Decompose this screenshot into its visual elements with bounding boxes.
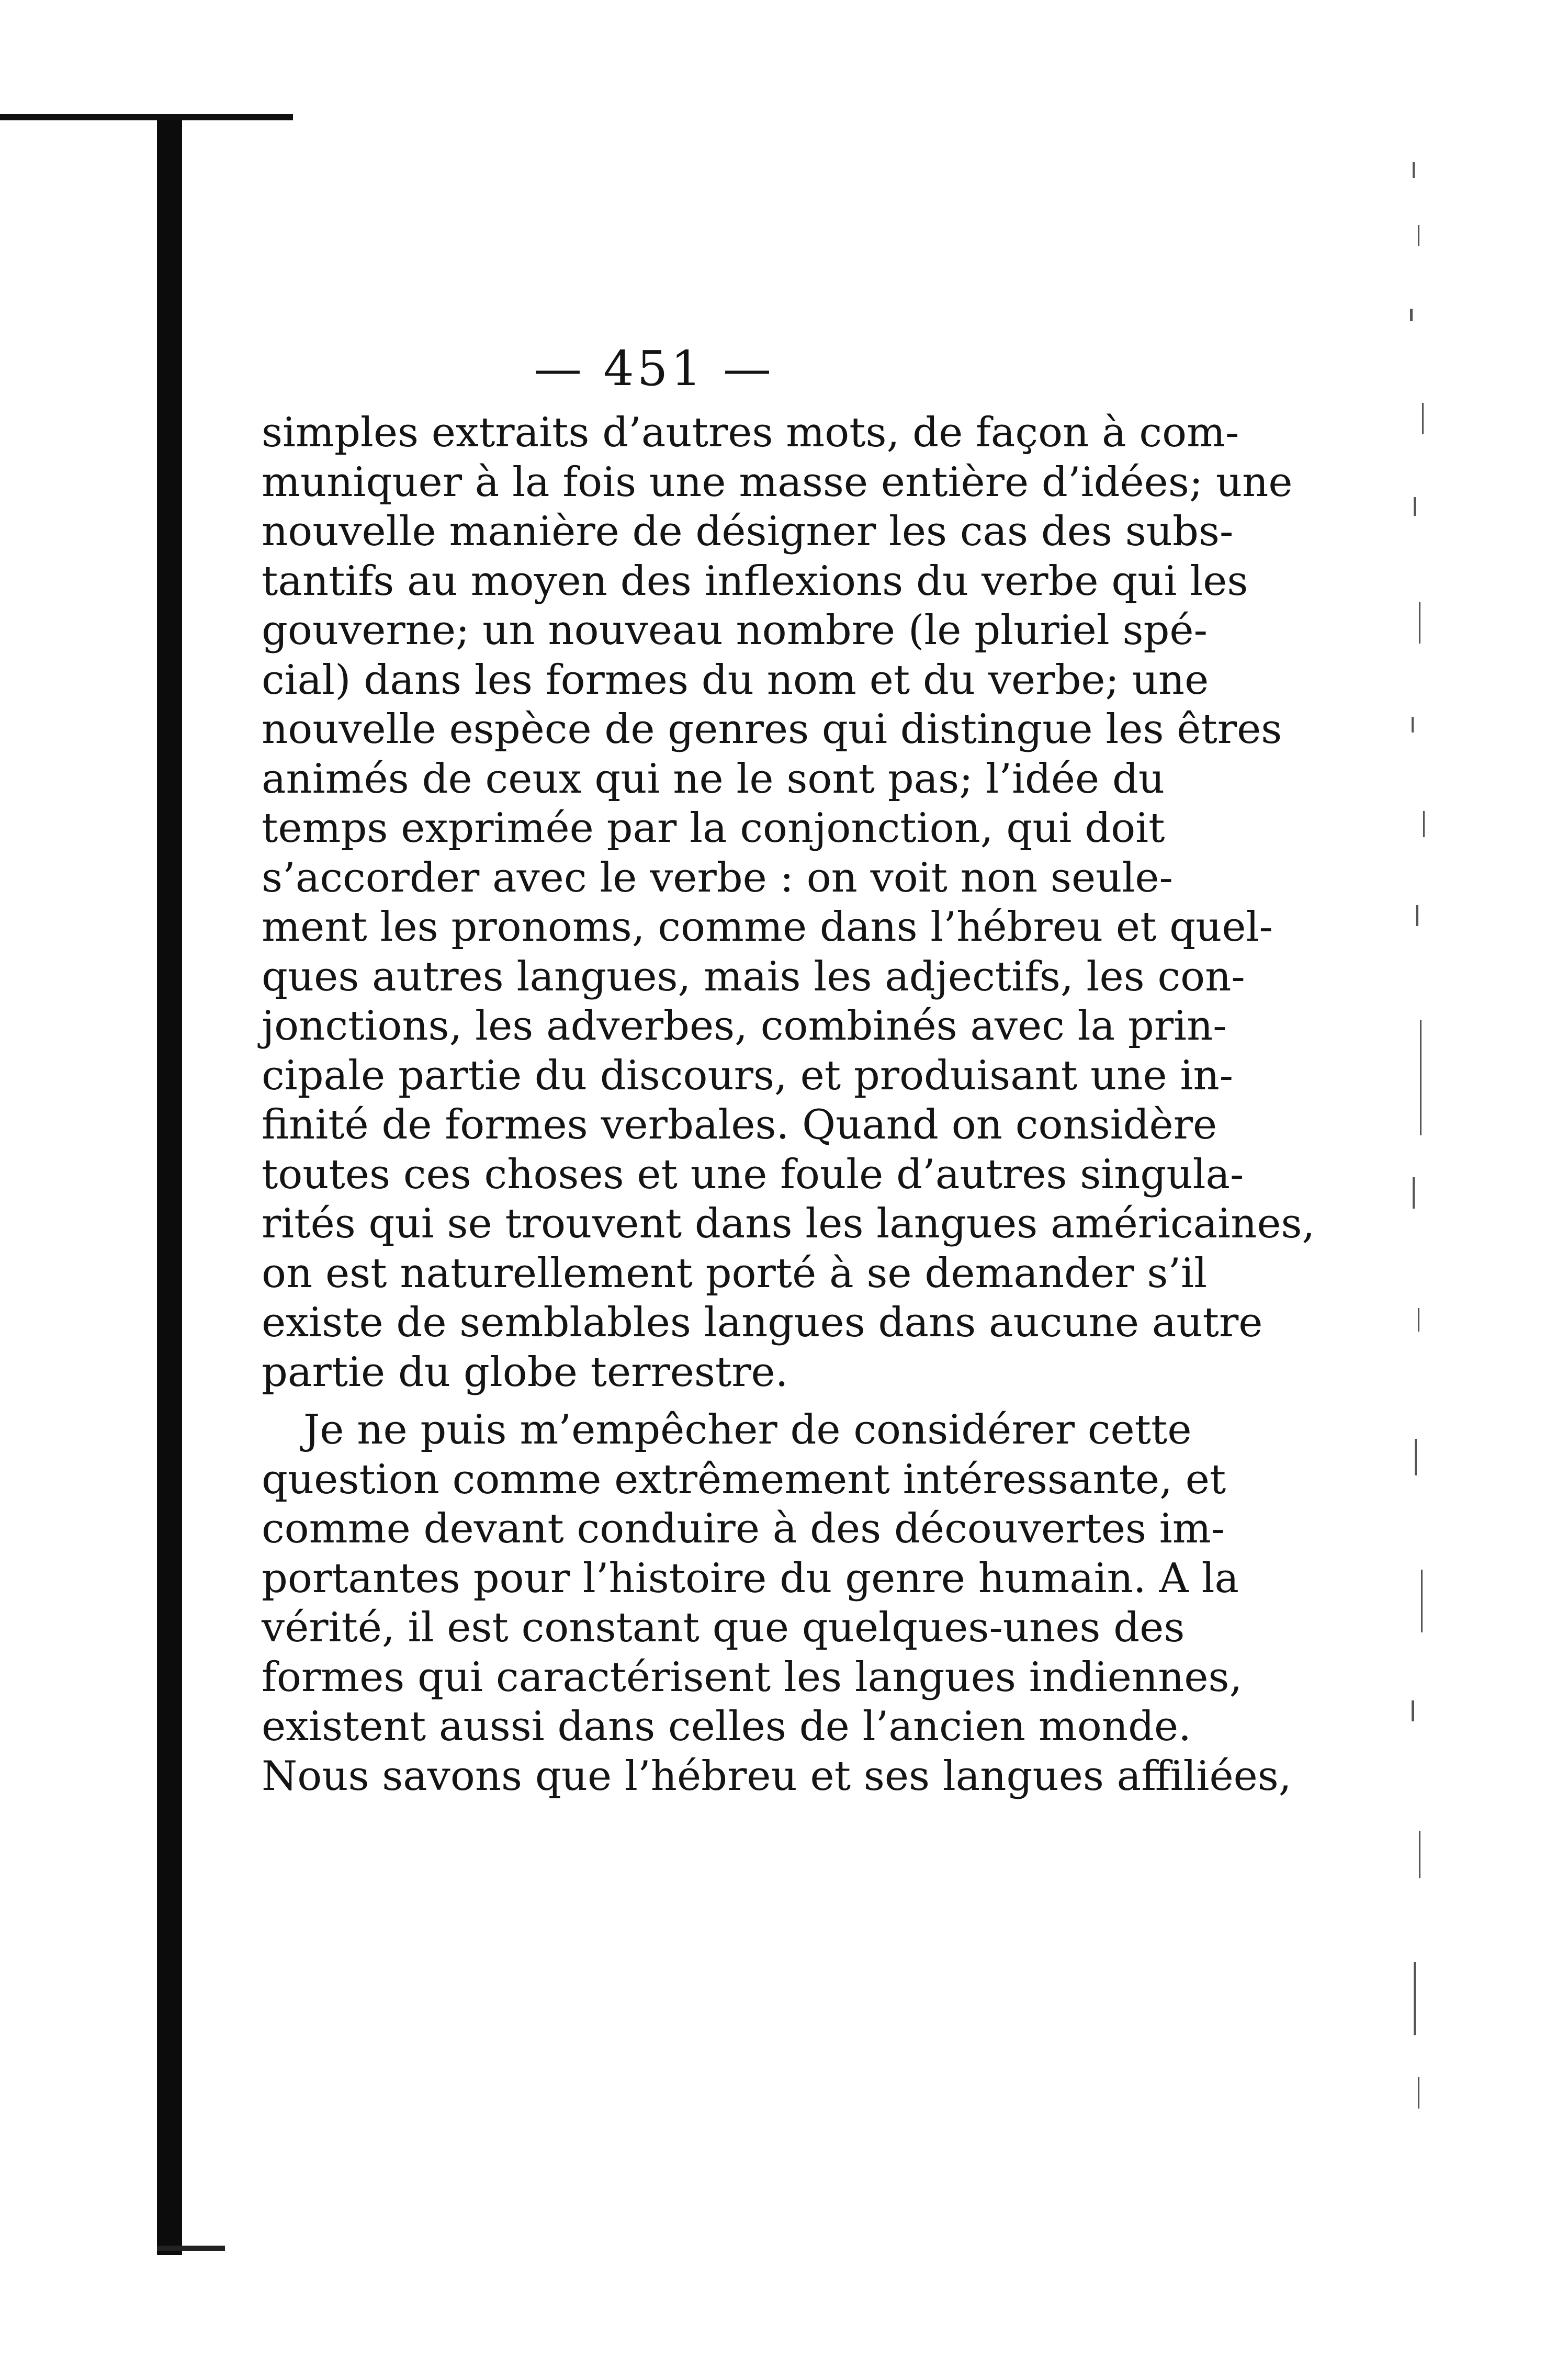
text-line: animés de ceux qui ne le sont pas; l’idée du bbox=[262, 755, 1165, 803]
text-line: s’accorder avec le verbe : on voit non seule- bbox=[262, 854, 1173, 901]
text-line: cial) dans les formes du nom et du verbe; une bbox=[262, 656, 1209, 704]
binding-edge bbox=[157, 120, 182, 2255]
text-line: Je ne puis m’empêcher de considérer cette bbox=[303, 1406, 1192, 1453]
text-line: temps exprimée par la conjonction, qui doit bbox=[262, 805, 1165, 852]
body-text bbox=[262, 408, 1315, 1801]
text-line: tantifs au moyen des inflexions du verbe qui les bbox=[262, 557, 1248, 605]
text-line: comme devant conduire à des découvertes im- bbox=[262, 1505, 1225, 1552]
scan-edge-noise bbox=[1381, 131, 1454, 2171]
text-line: Nous savons que l’hébreu et ses langues affiliées, bbox=[262, 1752, 1292, 1800]
text-line: existe de semblables langues dans aucune autre bbox=[262, 1299, 1263, 1346]
paragraph bbox=[262, 1405, 1292, 1801]
text-line: on est naturellement porté à se demander s’il bbox=[262, 1249, 1208, 1297]
text-line: muniquer à la fois une masse entière d’idées; une bbox=[262, 458, 1293, 506]
text-line: portantes pour l’histoire du genre humain. A la bbox=[262, 1554, 1239, 1602]
text-line: gouverne; un nouveau nombre (le pluriel spé- bbox=[262, 607, 1208, 654]
text-line: jonctions, les adverbes, combinés avec la prin- bbox=[262, 1002, 1227, 1050]
text-line: nouvelle espèce de genres qui distingue les êtres bbox=[262, 706, 1282, 753]
page-number: — 451 — bbox=[533, 341, 775, 397]
text-line: rités qui se trouvent dans les langues américaines, bbox=[262, 1200, 1315, 1247]
binding-edge-bottom bbox=[157, 2246, 225, 2251]
text-line: formes qui caractérisent les langues indiennes, bbox=[262, 1653, 1243, 1701]
text-line: partie du globe terrestre. bbox=[262, 1348, 788, 1396]
text-line: simples extraits d’autres mots, de façon à com- bbox=[262, 409, 1239, 456]
text-line: cipale partie du discours, et produisant une in- bbox=[262, 1052, 1234, 1099]
text-line: ques autres langues, mais les adjectifs, les con- bbox=[262, 953, 1245, 1000]
text-line: finité de formes verbales. Quand on considère bbox=[262, 1101, 1217, 1148]
text-line: toutes ces choses et une foule d’autres singula- bbox=[262, 1151, 1244, 1198]
binding-edge-top bbox=[0, 114, 293, 120]
paragraph bbox=[262, 408, 1315, 1397]
text-line: nouvelle manière de désigner les cas des subs- bbox=[262, 508, 1234, 555]
text-line: question comme extrêmement intéressante, et bbox=[262, 1456, 1226, 1503]
paragraph-gap bbox=[262, 1397, 1099, 1405]
text-line: existent aussi dans celles de l’ancien monde. bbox=[262, 1703, 1191, 1750]
text-line: vérité, il est constant que quelques-unes des bbox=[262, 1604, 1185, 1651]
text-line: ment les pronoms, comme dans l’hébreu et quel- bbox=[262, 904, 1273, 951]
